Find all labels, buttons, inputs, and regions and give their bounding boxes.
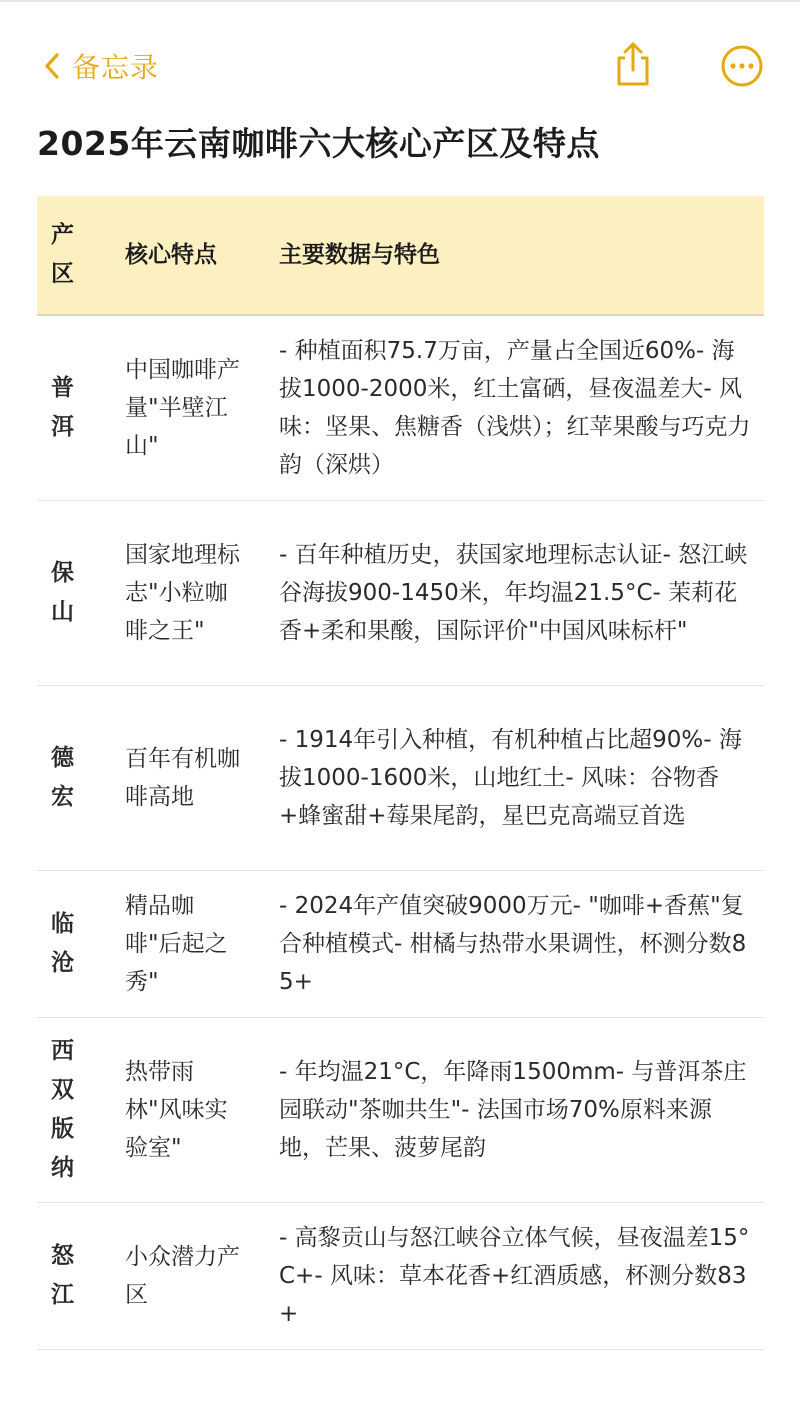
top-divider (0, 0, 800, 2)
feature-cell: 国家地理标志"小粒咖啡之王" (125, 542, 240, 644)
header-region: 产区 (51, 222, 74, 287)
back-button[interactable] (44, 46, 159, 86)
share-icon (612, 73, 654, 92)
region-cell: 德宏 (51, 745, 74, 810)
details-cell: - 1914年引入种植，有机种植占比超90%- 海拔1000-1600米，山地红土- 风味：谷物香+蜂蜜甜+莓果尾韵，星巴克高端豆首选 (279, 727, 742, 829)
table-row (37, 686, 764, 871)
details-cell: - 百年种植历史，获国家地理标志认证- 怒江峡谷海拔900-1450米，年均温21.5°C- 茉莉花香+柔和果酸，国际评价"中国风味标杆" (279, 542, 748, 644)
feature-cell: 热带雨林"风味实验室" (125, 1059, 228, 1161)
table-row (37, 1018, 764, 1203)
more-button[interactable] (720, 44, 764, 88)
note-title: 2025年云南咖啡六大核心产区及特点 (37, 124, 600, 163)
chevron-left-icon (44, 53, 60, 79)
feature-cell: 中国咖啡产量"半壁江山" (125, 357, 240, 459)
region-table (37, 196, 764, 1350)
table-header-row (37, 196, 764, 316)
table-row (37, 1203, 764, 1350)
feature-cell: 小众潜力产区 (125, 1244, 240, 1308)
region-cell: 普洱 (51, 375, 74, 440)
feature-cell: 百年有机咖啡高地 (125, 746, 240, 810)
details-cell: - 高黎贡山与怒江峡谷立体气候，昼夜温差15°C+- 风味：草本花香+红酒质感，杯测分数83+ (279, 1225, 750, 1327)
region-cell: 西双版纳 (51, 1038, 74, 1181)
back-label: 备忘录 (72, 51, 160, 84)
region-cell: 怒江 (51, 1243, 74, 1308)
table-row (37, 501, 764, 686)
feature-cell: 精品咖啡"后起之秀" (125, 893, 228, 995)
more-icon (720, 73, 764, 92)
details-cell: - 种植面积75.7万亩，产量占全国近60%- 海拔1000-2000米，红土富硒，昼夜温差大- 风味：坚果、焦糖香（浅烘）；红苹果酸与巧克力韵（深烘） (279, 338, 751, 478)
share-button[interactable] (612, 40, 654, 88)
header-feature: 核心特点 (125, 242, 217, 268)
details-cell: - 2024年产值突破9000万元- "咖啡+香蕉"复合种植模式- 柑橘与热带水果调性，杯测分数85+ (279, 893, 747, 995)
region-cell: 临沧 (51, 911, 74, 976)
details-cell: - 年均温21°C，年降雨1500mm- 与普洱茶庄园联动"茶咖共生"- 法国市场70%原料来源地，芒果、菠萝尾韵 (279, 1059, 747, 1161)
nav-bar (0, 36, 800, 96)
table-row (37, 871, 764, 1018)
region-cell: 保山 (51, 560, 74, 625)
header-details: 主要数据与特色 (279, 242, 440, 268)
table-row (37, 316, 764, 501)
